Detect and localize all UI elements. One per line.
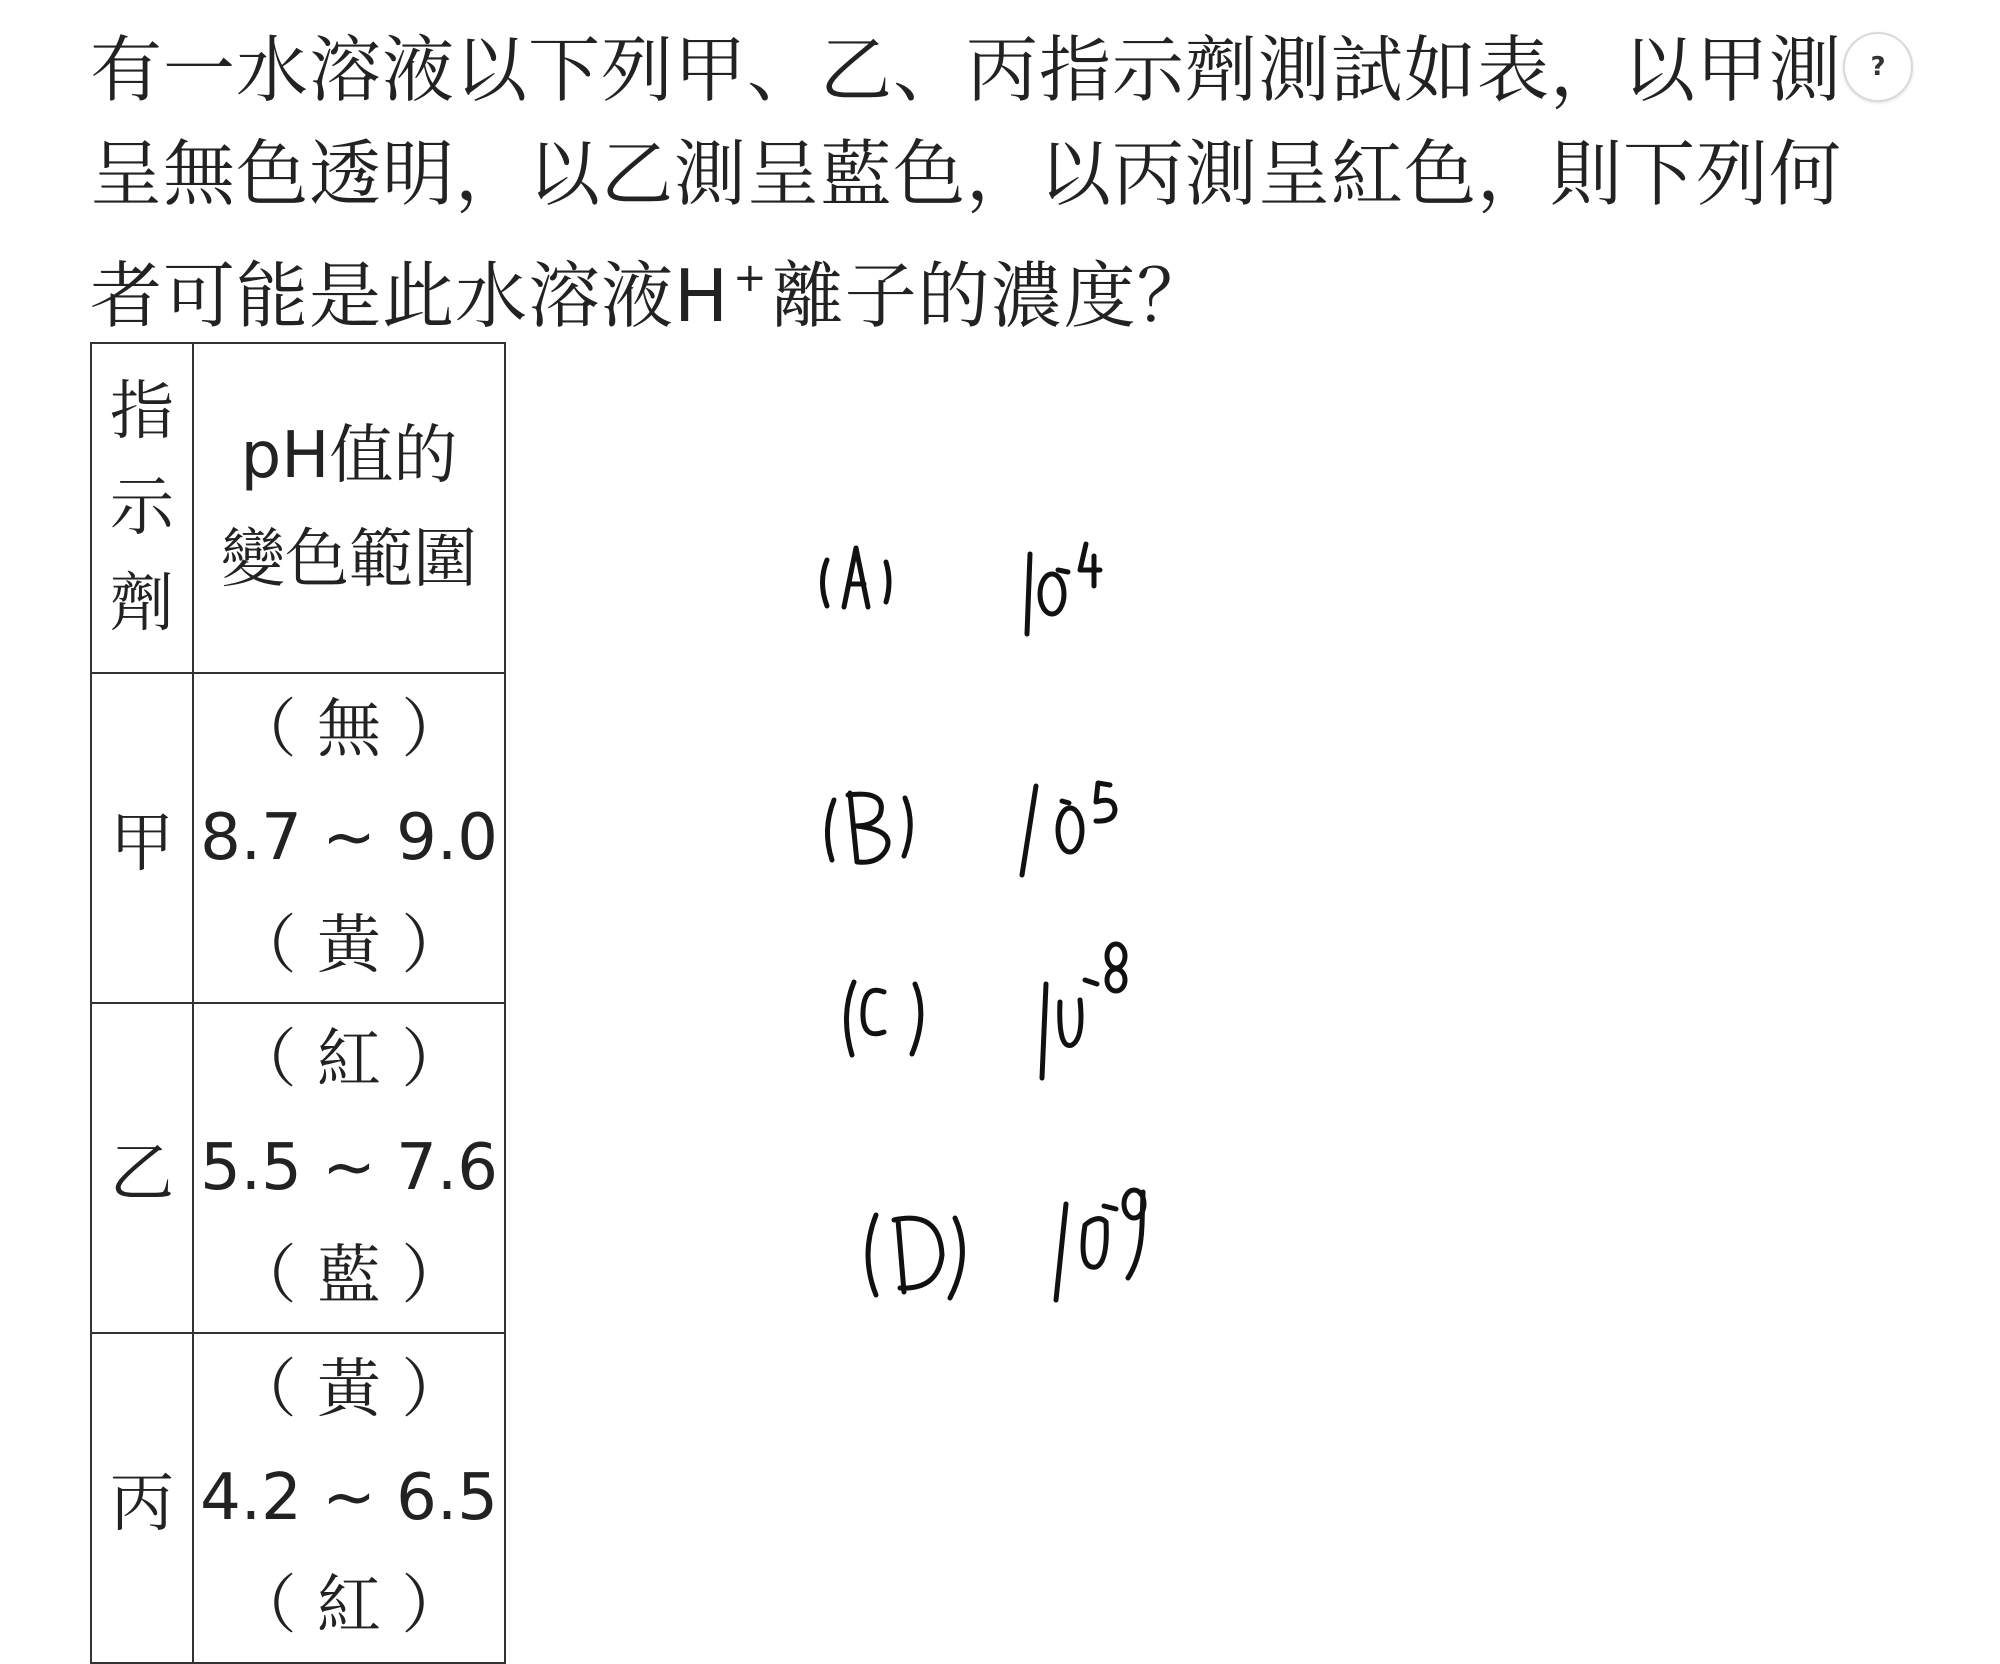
- ph-range: 8.7 ~ 9.0: [200, 801, 498, 875]
- indicator-name: 乙: [91, 1003, 193, 1333]
- color-low: （ 無 ）: [232, 693, 466, 767]
- help-button[interactable]: [1843, 32, 1913, 102]
- header-char: 指: [110, 375, 174, 449]
- ph-range-cell: [193, 673, 505, 1003]
- header-char: 劑: [110, 567, 174, 641]
- question-line-1: 有一水溶液以下列甲、乙、丙指示劑測試如表，以甲測: [90, 28, 1843, 112]
- choice-c: [846, 944, 1125, 1078]
- color-high: （ 黃 ）: [232, 909, 466, 983]
- superscript-plus: +: [733, 255, 768, 301]
- color-low: （ 黃 ）: [232, 1353, 466, 1427]
- color-high: （ 紅 ）: [232, 1569, 466, 1643]
- indicator-table: [90, 342, 506, 1664]
- table-row: [91, 673, 505, 1003]
- indicator-name: 甲: [91, 673, 193, 1003]
- question-text: [90, 18, 1850, 348]
- ph-range: 4.2 ~ 6.5: [200, 1461, 498, 1535]
- choice-d: [868, 1190, 1144, 1300]
- table-row: [91, 1333, 505, 1663]
- header-line: 變色範圍: [221, 523, 477, 597]
- question-line-3-tail: 離子的濃度？: [771, 254, 1210, 338]
- question-mark-icon: ?: [1870, 52, 1886, 82]
- question-line-3: [90, 226, 1850, 348]
- table-header-row: [91, 343, 505, 673]
- choice-b: [827, 783, 1115, 875]
- header-line: pH值的: [240, 419, 458, 493]
- color-low: （ 紅 ）: [232, 1023, 466, 1097]
- color-high: （ 藍 ）: [232, 1239, 466, 1313]
- header-ph-range: [193, 343, 505, 673]
- handwriting-drawing: [800, 520, 1220, 1350]
- table-row: [91, 1003, 505, 1333]
- indicator-name: 丙: [91, 1333, 193, 1663]
- ph-range: 5.5 ~ 7.6: [200, 1131, 498, 1205]
- handwritten-choices: [800, 520, 1220, 1350]
- header-indicator: [91, 343, 193, 673]
- choice-a: [823, 544, 1101, 634]
- header-char: 示: [110, 471, 174, 545]
- question-line-3-head: 者可能是此水溶液H: [90, 254, 730, 338]
- question-line-2: 呈無色透明，以乙測呈藍色，以丙測呈紅色，則下列何: [90, 132, 1843, 216]
- ph-range-cell: [193, 1003, 505, 1333]
- ph-range-cell: [193, 1333, 505, 1663]
